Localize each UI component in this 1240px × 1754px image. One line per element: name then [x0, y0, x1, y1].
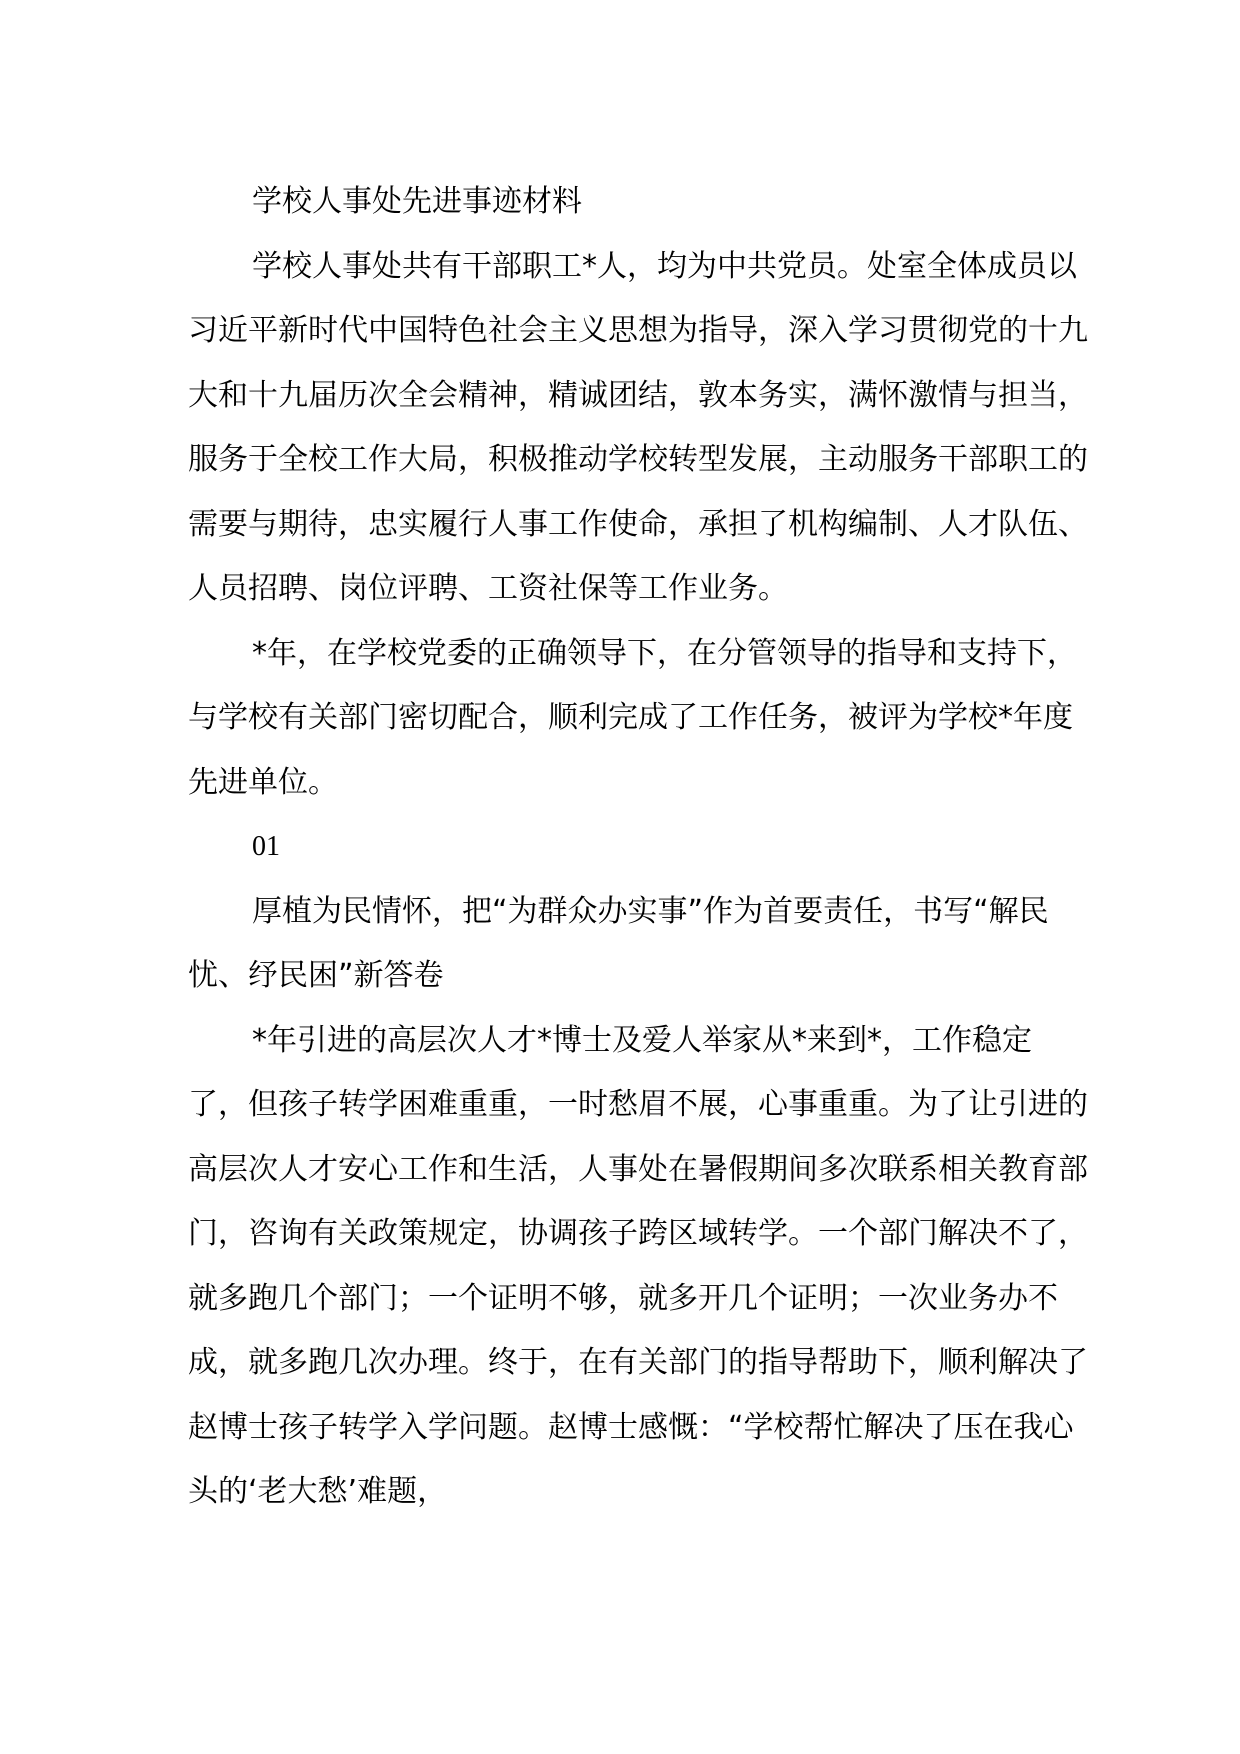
paragraph-intro: 学校人事处共有干部职工*人，均为中共党员。处室全体成员以习近平新时代中国特色社会主义思想为指导，深入学习贯彻党的十九大和十九届历次全会精神，精诚团结，敦本务实，满怀激情与担当，服务于全校工作大局，积极推动学校转型发展，主动服务干部职工的需要与期待，忠实履行人事工作使命，承担了机构编制、人才队伍、人员招聘、岗位评聘、工资社保等工作业务。: [188, 248, 1088, 606]
section-number: 01: [252, 831, 280, 862]
document-body: [188, 170, 1088, 1525]
paragraph-achievement: *年，在学校党委的正确领导下，在分管领导的指导和支持下，与学校有关部门密切配合，顺利完成了工作任务，被评为学校*年度先进单位。: [188, 635, 1077, 800]
section-heading: 厚植为民情怀，把“为群众办实事”作为首要责任，书写“解民忧、纾民困”新答卷: [188, 893, 1049, 993]
section-paragraph: *年引进的高层次人才*博士及爱人举家从*来到*，工作稳定了，但孩子转学困难重重，一时愁眉不展，心事重重。为了让引进的高层次人才安心工作和生活，人事处在暑假期间多次联系相关教育部门，咨询有关政策规定，协调孩子跨区域转学。一个部门解决不了，就多跑几个部门；一个证明不够，就多开几个证明；一次业务办不成，就多跑几次办理。终于，在有关部门的指导帮助下，顺利解决了赵博士孩子转学入学问题。赵博士感慨：“学校帮忙解决了压在我心头的‘老大愁’难题，: [188, 1022, 1088, 1509]
document-title: 学校人事处先进事迹材料: [252, 184, 582, 219]
